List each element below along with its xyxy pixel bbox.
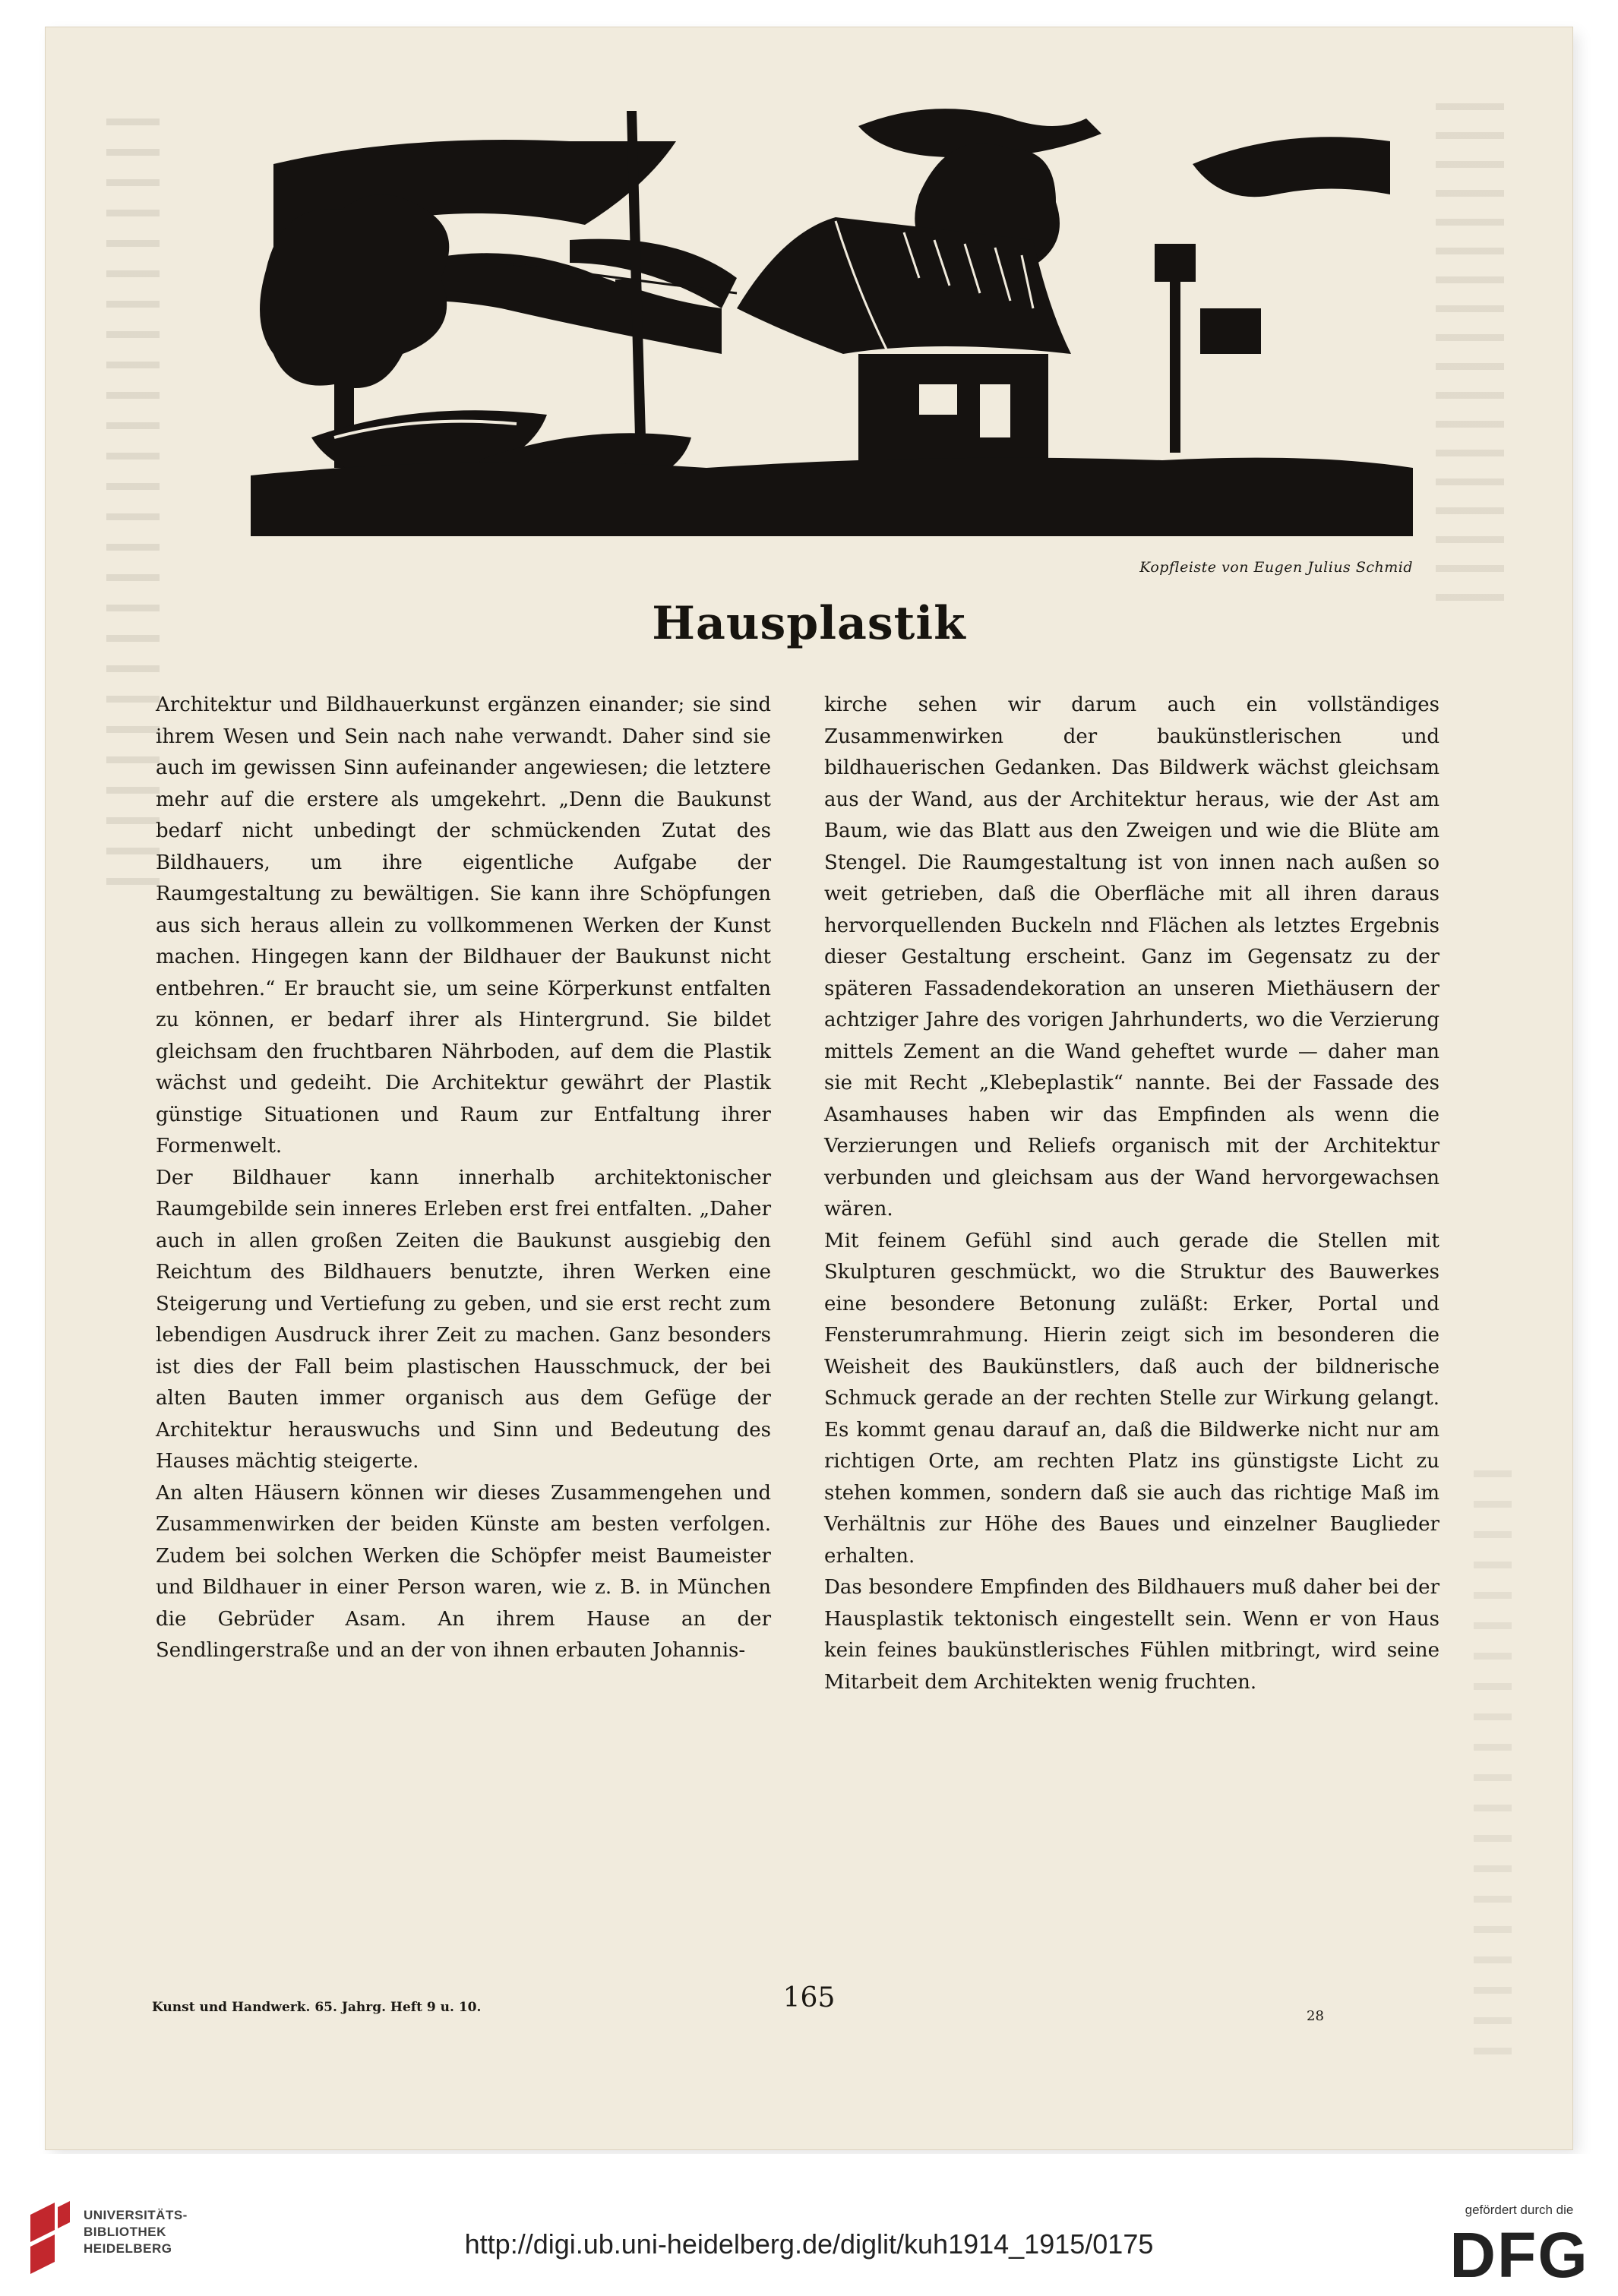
article-title: Hausplastik bbox=[652, 597, 966, 650]
library-line: BIBLIOTHEK bbox=[84, 2225, 166, 2239]
page-number: 165 bbox=[782, 1982, 836, 2013]
left-column bbox=[156, 690, 771, 1667]
paragraph: An alten Häusern können wir dieses Zusammengehen und Zusammenwirken der beiden Künste am besten verfolgen. Zudem bei solchen Werken die Schöpfer meist Baumeister und Bildhauer in einer Person waren, wie z. B. in München die Gebrüder Asam. An ihrem Hause an der Sendlingerstraße und an der von ihnen erbauten Johannis- bbox=[156, 1481, 771, 1662]
show-through-text-left bbox=[106, 118, 160, 908]
illustration-caption: Kopfleiste von Eugen Julius Schmid bbox=[1139, 559, 1413, 576]
viewer-footer-bar bbox=[0, 2154, 1618, 2296]
library-line: UNIVERSITÄTS- bbox=[84, 2208, 188, 2222]
paragraph: kirche sehen wir darum auch ein vollständiges Zusammenwirken der baukünstlerischen und bildhauerischen Gedanken. Das Bildwerk wächst gleichsam aus der Wand, aus der Architektur heraus, wie der Ast am Baum, wie das Blatt aus den Zweigen und wie die Blüte am Stengel. Die Raumgestaltung ist von innen nach außen so weit getrieben, daß die Oberfläche mit all ihren daraus hervorquellenden Buckeln nnd Flächen als letztes Ergebnis dieser Gestaltung erscheint. Ganz im Gegensatz zu der späteren Fassadendekoration an unseren Miethäusern der achtziger Jahre des vorigen Jahrhunderts, wo die Verzierung mittels Zement an die Wand geheftet wurde — daher man sie mit Recht „Klebeplastik“ nannte. Bei der Fassade des Asamhauses haben wir das Empfinden als wenn die Verzierungen und Reliefs organisch mit der Architektur verbunden und gleichsam aus der Wand hervorgewachsen wären. bbox=[824, 693, 1439, 1221]
paragraph: Architektur und Bildhauerkunst ergänzen einander; sie sind ihrem Wesen und Sein nach nahe verwandt. Daher sind sie auch im gewissen Sinn aufeinander angewiesen; die letztere mehr auf die erstere als umgekehrt. „Denn die Baukunst bedarf nicht unbedingt der schmückenden Zutat des Bildhauers, um ihre eigentliche Aufgabe der Raumgestaltung zu bewältigen. Sie kann ihre Schöpfungen aus sich heraus allein zu vollkommenen Werken der Kunst machen. Hingegen kann der Bildhauer der Baukunst nicht entbehren.“ Er braucht sie, um seine Körperkunst entfalten zu können, er bedarf ihrer als Hintergrund. Sie bildet gleichsam den fruchtbaren Nährboden, auf dem die Plastik wächst und gedeiht. Die Architektur gewährt der Plastik günstige Situationen und Raum zur Entfaltung ihrer Formenwelt. bbox=[156, 693, 771, 1157]
show-through-text-right bbox=[1436, 103, 1504, 620]
paragraph: Mit feinem Gefühl sind auch gerade die Stellen mit Skulpturen geschmückt, wo die Struktur des Bauwerkes eine besondere Betonung zuläßt: Erker, Portal und Fensterumrahmung. Hierin zeigt sich im besonderen die Weisheit des Baukünstlers, daß auch der bildnerische Schmuck gerade an der rechten Stelle zur Wirkung gelangt. Es kommt genau darauf an, daß die Bildwerke nicht nur am richtigen Orte, am rechten Platz ins günstigste Licht zu stehen kommen, sondern daß sie auch das richtige Maß im Verhältnis zur Höhe des Baues und einzelner Bauglieder erhalten. bbox=[824, 1229, 1439, 1568]
journal-reference: Kunst und Handwerk. 65. Jahrg. Heft 9 u. 10. bbox=[152, 2000, 482, 2015]
show-through-text-right-lower bbox=[1474, 1470, 1512, 2063]
paragraph: Der Bildhauer kann innerhalb architektonischer Raumgebilde sein inneres Erleben erst frei entfalten. „Daher auch in allen großen Zeiten die Baukunst ausgiebig den Reichtum des Bildhauers benutzte, ihren Werken eine Steigerung und Vertiefung zu geben, und sie erst recht zum lebendigen Ausdruck ihrer Zeit zu machen. Ganz besonders ist dies der Fall beim plastischen Hausschmuck, der bei alten Bauten immer organisch aus dem Gefüge der Architektur herauswuchs und Sinn und Bedeutung des Hauses mächtig steigerte. bbox=[156, 1166, 771, 1473]
dfg-logo[interactable]: DFG bbox=[1449, 2219, 1589, 2291]
paragraph: Das besondere Empfinden des Bildhauers muß daher bei der Hausplastik tektonisch eingestellt sein. Wenn er von Haus kein feines baukünstlerisches Fühlen mitbringt, wird seine Mitarbeit dem Architekten wenig fruchten. bbox=[824, 1576, 1439, 1694]
scanned-page bbox=[46, 27, 1572, 2149]
woodcut-landscape-thatched-house-icon bbox=[251, 81, 1413, 536]
funded-by-label: gefördert durch die bbox=[1465, 2203, 1574, 2217]
permalink-url[interactable]: http://digi.ub.uni-heidelberg.de/diglit/kuh1914_1915/0175 bbox=[464, 2228, 1154, 2260]
signature-mark: 28 bbox=[1307, 2008, 1324, 2024]
right-column bbox=[824, 690, 1439, 1698]
library-line: HEIDELBERG bbox=[84, 2241, 172, 2256]
